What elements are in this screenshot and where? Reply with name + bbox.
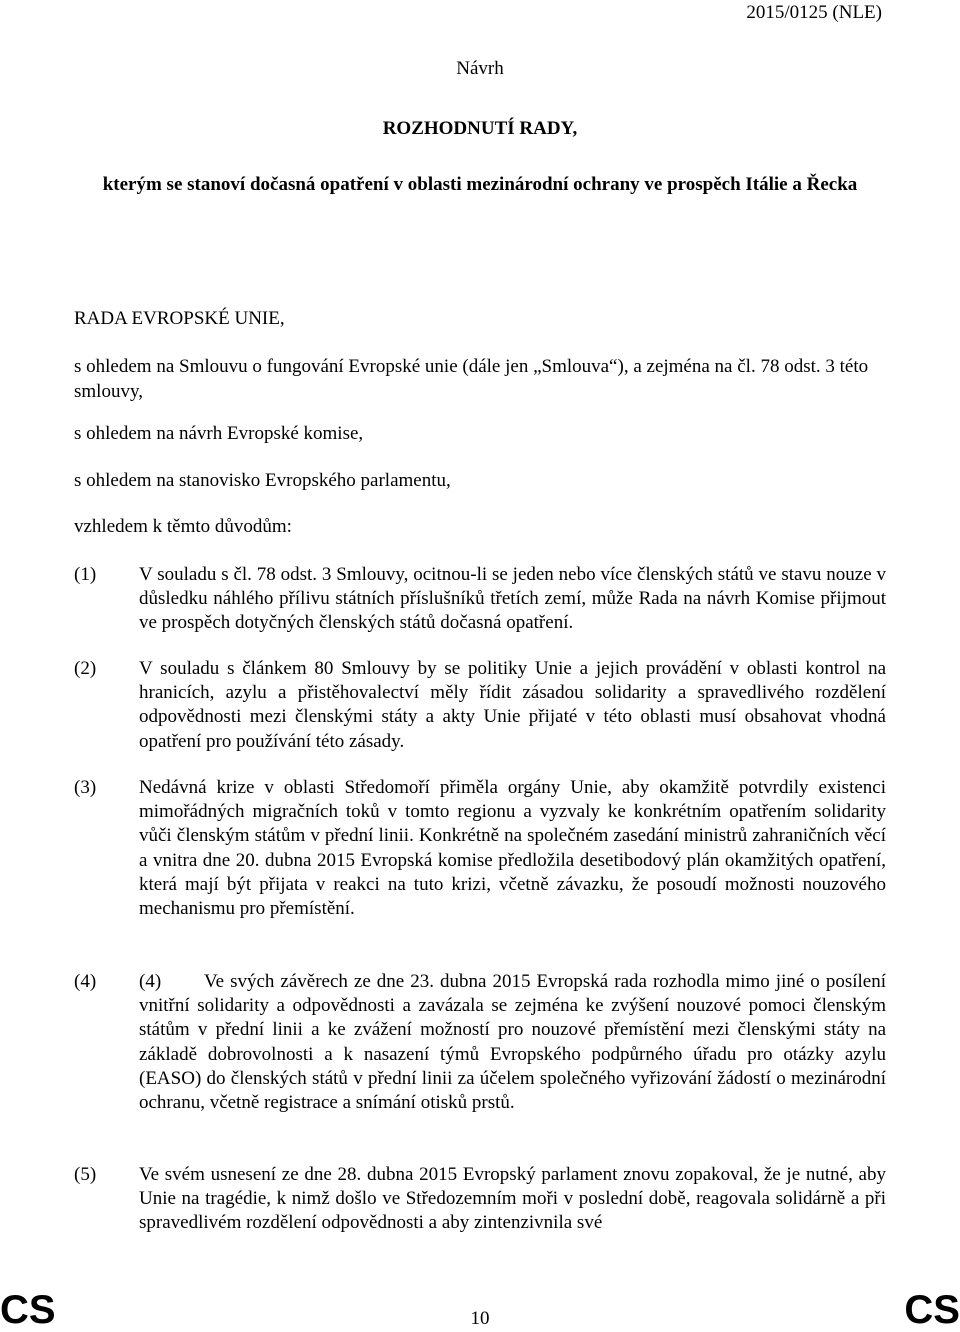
citation-parliament: s ohledem na stanovisko Evropského parlamentu, — [74, 470, 451, 491]
recital-number: (4) — [74, 971, 97, 992]
draft-label: Návrh — [456, 58, 504, 79]
footer-language-right: CS — [904, 1288, 960, 1332]
recital-2 — [74, 657, 886, 754]
recital-body: Ve svých závěrech ze dne 23. dubna 2015 Evropská rada rozhodla mimo jiné o posílení vnitřní solidarity a odpovědnosti a zavázala se zejména ke zvýšení nouzové pomoci členským státům v přední linii a ke zvážení možností pro nouzové přemístění mezi členskými státy na základě dobrovolnosti a k nasazení týmů Evropského podpůrného úřadu pro otázky azylu (EASO) do členských států v přední linii za účelem společného vyřizování žádostí o mezinárodní ochranu, včetně registrace a snímání otisků prstů. — [139, 971, 886, 1114]
recital-number: (5) — [74, 1164, 97, 1185]
citations-block — [74, 354, 886, 404]
recital-text: Nedávná krize v oblasti Středomoří přiměla orgány Unie, aby okamžitě potvrdily existenci mimořádných migračních toků v tomto regionu a vyzvaly ke konkrétním opatřením solidarity vůči členským státům v přední linii. Konkrétně na společném zasedání ministrů zahraničních věcí a vnitra dne 20. dubna 2015 Evropská komise předložila desetibodový plán okamžitých opatření, která mají být přijata v reakci na tuto krizi, včetně závazku, že posoudí možnosti nouzového mechanismu pro přemístění. — [139, 777, 886, 920]
recital-5 — [74, 1163, 886, 1236]
recital-number: (3) — [74, 777, 97, 798]
recital-number: (2) — [74, 658, 97, 679]
treaty-citation: s ohledem na Smlouvu o fungování Evropské unie (dále jen „Smlouva“), a zejména na čl. 78 odst. 3 této smlouvy, — [74, 356, 869, 402]
recital-text — [139, 970, 886, 1115]
recital-number: (1) — [74, 564, 97, 585]
footer-language-left: CS — [0, 1288, 56, 1332]
citation-whereas: vzhledem k těmto důvodům: — [74, 516, 292, 537]
citation-commission: s ohledem na návrh Evropské komise, — [74, 423, 364, 444]
recital-3 — [74, 776, 886, 921]
recital-text: V souladu s čl. 78 odst. 3 Smlouvy, ocitnou-li se jeden nebo více členských států ve stavu nouze v důsledku náhlého přílivu státních příslušníků třetích zemí, může Rada na návrh Komise přijmout ve prospěch dotyčných členských států dočasná opatření. — [139, 564, 886, 634]
recital-1 — [74, 563, 886, 636]
decision-subtitle: kterým se stanoví dočasná opatření v oblasti mezinárodní ochrany ve prospěch Itálie a Řecka — [102, 174, 858, 195]
decision-title: ROZHODNUTÍ RADY, — [382, 118, 578, 139]
institution-name: RADA EVROPSKÉ UNIE, — [74, 308, 285, 329]
document-code: 2015/0125 (NLE) — [746, 2, 882, 23]
recital-sub-number: (4) — [139, 971, 162, 992]
recital-text: V souladu s článkem 80 Smlouvy by se politiky Unie a jejich provádění v oblasti kontrol na hranicích, azylu a přistěhovalectví měly řídit zásadou solidarity a spravedlivého rozdělení odpovědnosti mezi členskými státy a akty Unie přijaté v této oblasti musí obsahovat vhodná opatření pro používání této zásady. — [139, 658, 886, 752]
recital-text: Ve svém usnesení ze dne 28. dubna 2015 Evropský parlament znovu zopakoval, že je nutné, aby Unie na tragédie, k nimž došlo ve Středozemním moři v poslední době, reagovala solidárně a při spravedlivém rozdělení odpovědnosti a aby zintenzivnila své — [139, 1164, 886, 1234]
page-number: 10 — [470, 1308, 490, 1329]
recital-4 — [74, 970, 886, 1115]
